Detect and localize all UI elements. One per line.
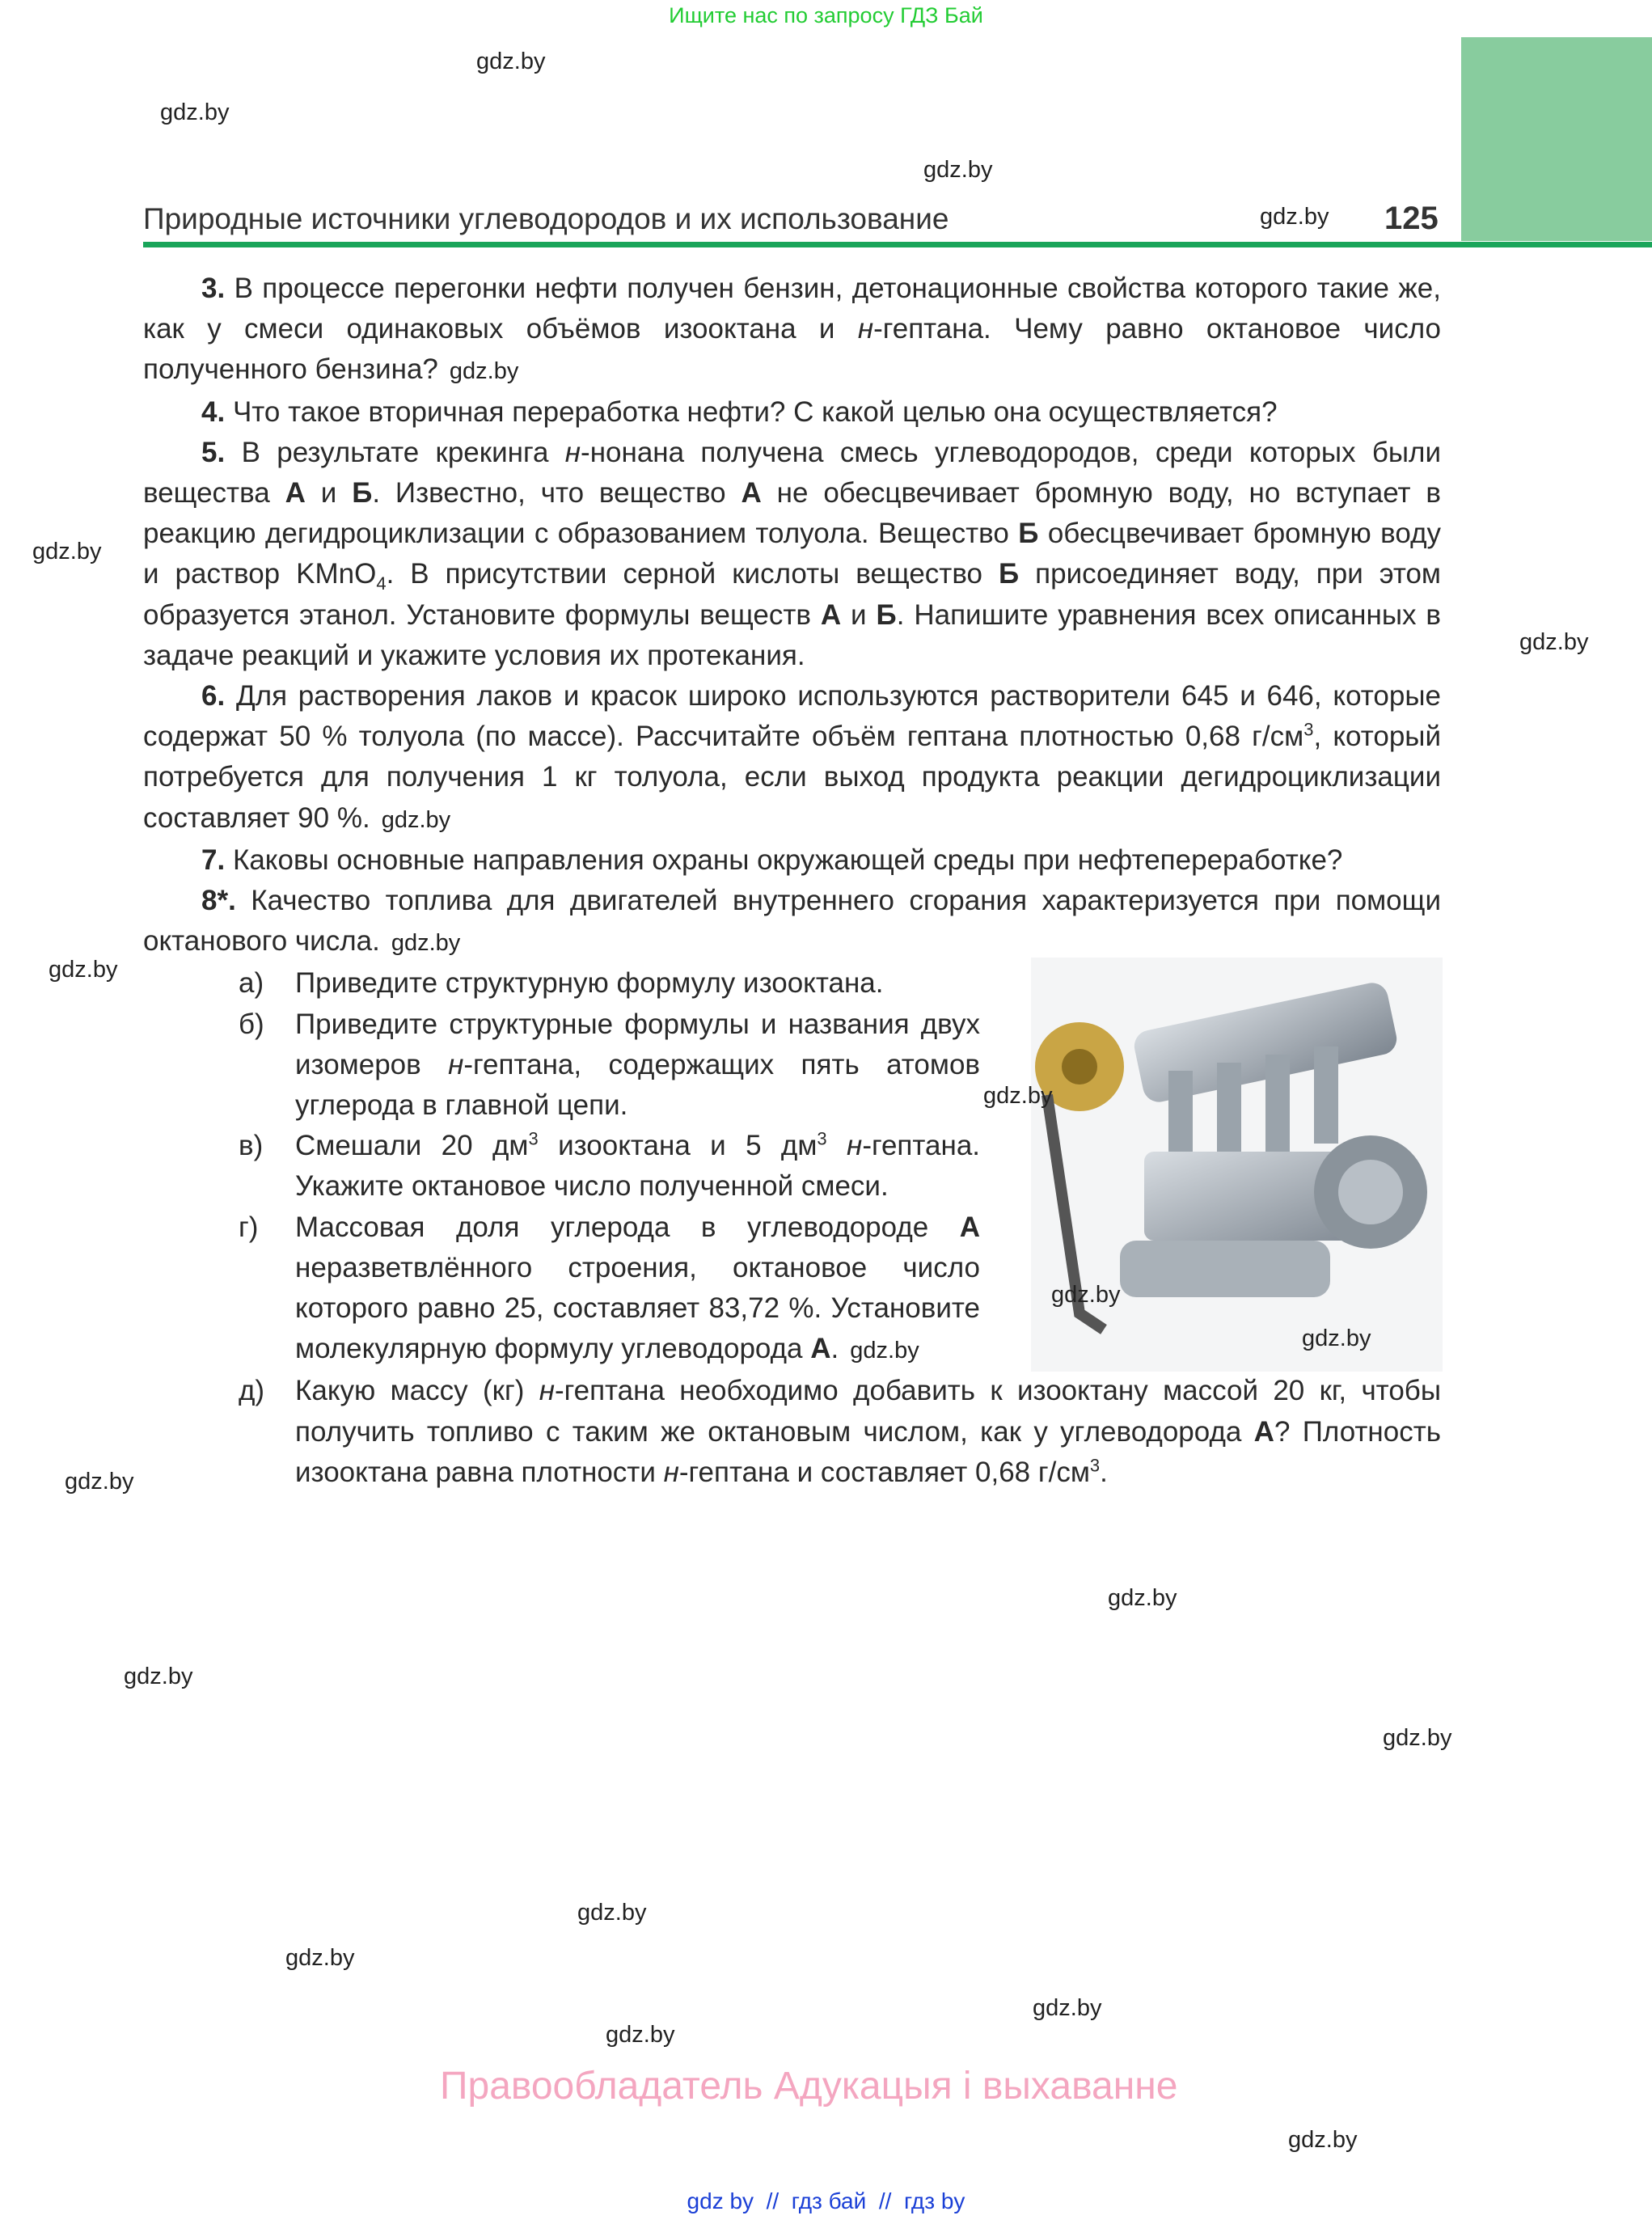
subtask-text <box>295 1126 980 1207</box>
watermark: gdz.by <box>1051 1282 1121 1308</box>
watermark: gdz.by <box>65 1469 134 1495</box>
text-segment: -гептана. Чему равно октановое число полученного бензина? <box>143 313 1441 386</box>
text-segment: -гептана и составляет 0,68 г/см <box>678 1456 1090 1488</box>
text-segment: н <box>857 313 874 345</box>
subtask-text <box>295 963 980 1004</box>
copyright-footer: Правообладатель Адукацыя і выхаванне <box>440 2065 1178 2108</box>
watermark: gdz.by <box>983 1083 1053 1109</box>
text-segment: 3 <box>1089 1455 1101 1476</box>
text-segment: . Известно, что вещество <box>372 477 741 509</box>
link-gdz-by[interactable]: gdz by <box>687 2188 754 2213</box>
footer-links <box>0 2188 1652 2214</box>
exercise-2 <box>143 433 1441 676</box>
text-segment: Каковы основные направления охраны окружающей среды при нефтепереработке? <box>232 844 1343 876</box>
text-segment: А <box>959 1211 980 1243</box>
exercise-0 <box>143 268 1441 392</box>
watermark: gdz.by <box>124 1664 193 1689</box>
text-segment: А <box>820 598 842 631</box>
watermark: gdz.by <box>1108 1585 1177 1611</box>
subtask-text <box>295 1004 980 1127</box>
text-segment: 4 <box>376 573 387 594</box>
separator: // <box>766 2188 780 2213</box>
text-segment: А <box>810 1333 831 1365</box>
watermark: gdz.by <box>1519 629 1589 655</box>
link-gdz-bai[interactable]: гдз бай <box>791 2188 867 2213</box>
watermark: gdz.by <box>1033 1995 1102 2021</box>
text-segment: В результате крекинга <box>241 436 565 468</box>
exercise-1 <box>143 392 1441 433</box>
page-number: 125 <box>1384 201 1439 236</box>
text-segment: А <box>741 477 762 509</box>
text-segment: А <box>285 477 306 509</box>
exercise-number: 6. <box>201 680 226 712</box>
text-segment <box>827 1130 847 1161</box>
subtask-2 <box>143 1126 980 1207</box>
text-segment: н <box>663 1456 679 1488</box>
text-segment: и <box>305 477 353 509</box>
text-segment: Какую массу (кг) <box>295 1375 539 1407</box>
text-segment: 3 <box>817 1128 827 1149</box>
text-segment: обесцвечивает бромную воду и раствор KMnO <box>143 518 1442 590</box>
exercise-number: 7. <box>201 844 226 876</box>
subtask-label: в) <box>239 1130 264 1162</box>
text-segment: Б <box>352 477 373 509</box>
watermark: gdz.by <box>577 1900 647 1926</box>
watermark: gdz.by <box>850 1338 919 1364</box>
subtask-3 <box>143 1207 980 1372</box>
text-segment: Что такое вторичная переработка нефти? С какой целью она осуществляется? <box>232 395 1278 428</box>
text-segment: А <box>1253 1415 1274 1448</box>
watermark: gdz.by <box>49 957 118 983</box>
watermark: gdz.by <box>32 539 102 564</box>
watermark: gdz.by <box>476 49 546 74</box>
exercise-5 <box>143 881 1441 963</box>
watermark: gdz.by <box>391 930 461 957</box>
exercise-number: 3. <box>201 273 226 304</box>
text-segment: Для растворения лаков и красок широко используются растворители 645 и 646, которые содержат 50 % толуола (по массе). Рассчитайте объём гептана плотностью 0,68 г/см <box>143 680 1441 753</box>
running-title: Природные источники углеводородов и их использование <box>143 202 949 235</box>
text-segment: Приведите структурные формулы и названия двух изомеров <box>295 1008 980 1080</box>
text-segment: . В присутствии серной кислоты вещество <box>386 558 999 590</box>
text-segment: Б <box>876 598 897 631</box>
text-segment: 3 <box>1303 719 1314 740</box>
exercise-number: 5. <box>201 436 226 468</box>
subtask-text <box>295 1371 1441 1493</box>
exercise-number: 8*. <box>201 885 236 917</box>
watermark: gdz.by <box>1288 2127 1358 2153</box>
watermark: gdz.by <box>1302 1326 1371 1351</box>
exercise-3 <box>143 676 1441 840</box>
search-banner[interactable]: Ищите нас по запросу ГДЗ Бай <box>669 3 983 27</box>
chapter-tab <box>1461 37 1652 241</box>
watermark: gdz.by <box>285 1945 355 1971</box>
text-segment: -гептана необходимо добавить к изооктану массой 20 кг, чтобы получить топливо с таким же октановым числом, как у углеводорода <box>295 1375 1441 1448</box>
subtask-label: г) <box>239 1211 259 1243</box>
text-segment: н <box>847 1130 863 1162</box>
header-rule <box>143 242 1652 247</box>
subtask-label: а) <box>239 967 264 1000</box>
text-segment: Приведите структурную формулу изооктана. <box>295 967 884 1000</box>
text-segment: -гептана, содержащих пять атомов углерода в главной цепи. <box>295 1048 981 1122</box>
watermark: gdz.by <box>923 157 993 183</box>
watermark: gdz.by <box>160 99 230 125</box>
text-segment: -гептана. Укажите октановое число полученной смеси. <box>295 1130 981 1203</box>
text-segment: -нонана получена смесь углеводородов, среди которых были вещества <box>143 436 1441 509</box>
exercise-4 <box>143 840 1441 881</box>
subtask-1 <box>143 1004 980 1127</box>
text-segment: не обесцвечивает бромную воду, но вступает в реакцию дегидроциклизации с образованием толуола. Вещество <box>143 477 1442 550</box>
text-segment: 3 <box>528 1128 539 1149</box>
text-segment: Качество топлива для двигателей внутреннего сгорания характеризуется при помощи октанового числа. <box>143 885 1441 958</box>
text-segment: . Напишите уравнения всех описанных в задаче реакций и укажите условия их протекания. <box>143 598 1442 671</box>
watermark: gdz.by <box>1260 204 1329 230</box>
engine-illustration <box>1031 958 1443 1372</box>
subtask-label: д) <box>239 1375 265 1407</box>
watermark: gdz.by <box>1383 1725 1452 1751</box>
text-segment: неразветвлённого строения, октановое число которого равно 25, составляет 83,72 %. Установите молекулярную формулу углеводорода <box>295 1251 980 1365</box>
text-segment: н <box>448 1048 464 1080</box>
text-segment: н <box>539 1375 555 1407</box>
subtask-text <box>295 1207 980 1372</box>
watermark: gdz.by <box>449 358 519 385</box>
watermark: gdz.by <box>381 806 451 833</box>
text-segment: В процессе перегонки нефти получен бензин, детонационные свойства которого такие же, как у смеси одинаковых объёмов изооктана и <box>143 273 1441 345</box>
text-segment: Смешали 20 дм <box>295 1130 529 1162</box>
text-segment: , который потребуется для получения 1 кг толуола, если выход продукта реакции дегидроциклизации составляет 90 %. <box>143 721 1442 834</box>
text-segment: изооктана и 5 дм <box>538 1130 818 1162</box>
text-segment: и <box>841 598 877 631</box>
text-segment: присоединяет воду, при этом образуется этанол. Установите формулы веществ <box>143 558 1441 631</box>
text-segment: . <box>1100 1456 1108 1488</box>
subtask-0 <box>143 963 980 1004</box>
text-segment: . <box>830 1333 839 1365</box>
text-segment: ? Плотность изооктана равна плотности <box>295 1415 1441 1488</box>
watermark: gdz.by <box>606 2022 675 2048</box>
text-segment: н <box>564 436 581 468</box>
text-segment: Б <box>1018 518 1039 550</box>
separator: // <box>878 2188 892 2213</box>
text-segment: Б <box>999 558 1020 590</box>
exercise-number: 4. <box>201 395 226 428</box>
subtask-label: б) <box>239 1008 264 1040</box>
text-segment: Массовая доля углерода в углеводороде <box>295 1211 960 1243</box>
link-gdz-by-2[interactable]: гдз by <box>903 2188 965 2213</box>
subtask-4 <box>143 1371 1441 1493</box>
